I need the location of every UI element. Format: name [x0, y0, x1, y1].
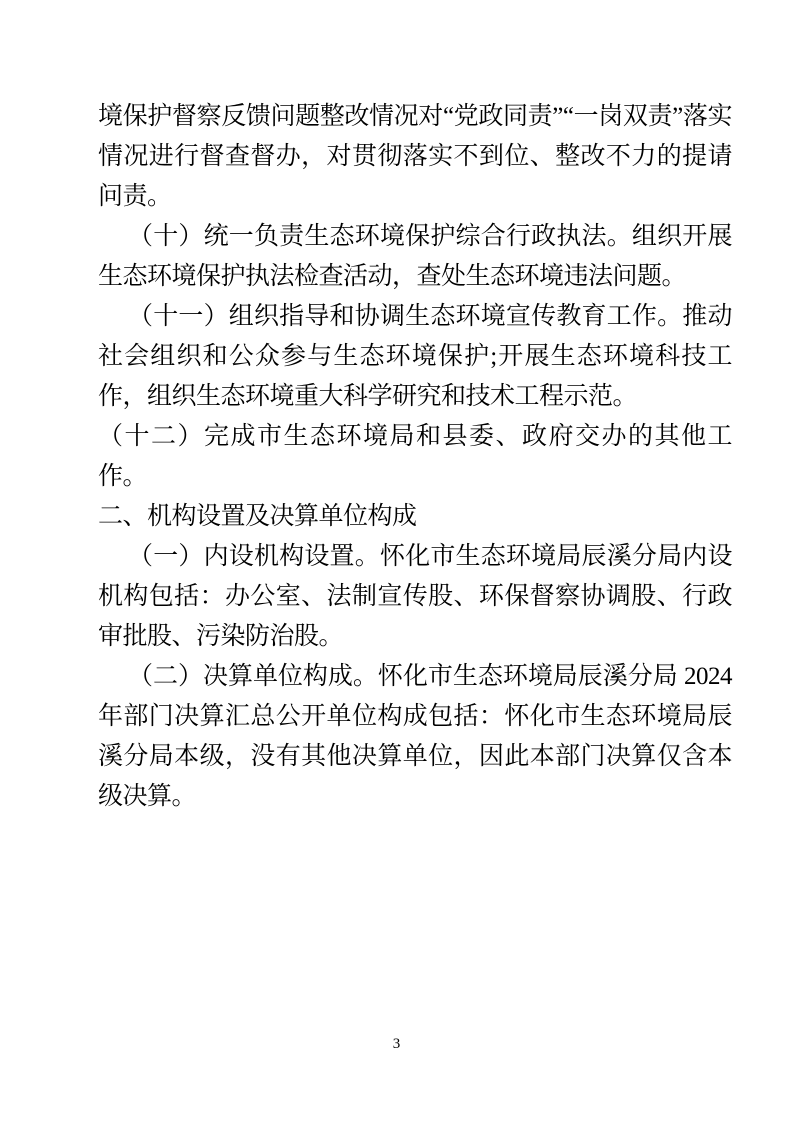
continuation-paragraph: 境保护督察反馈问题整改情况对“党政同责”“一岗双责”落实情况进行督查督办，对贯彻落实不到位、整改不力的提请问责。 [98, 103, 732, 210]
section-2-heading: 二、机构设置及决算单位构成 [98, 503, 417, 530]
item-10-paragraph: （十）统一负责生态环境保护综合行政执法。组织开展生态环境保护执法检查活动，查处生态环境违法问题。 [98, 223, 732, 290]
document-body [98, 97, 732, 817]
item-11-paragraph: （十一）组织指导和协调生态环境宣传教育工作。推动社会组织和公众参与生态环境保护;开展生态环境科技工作，组织生态环境重大科学研究和技术工程示范。 [98, 303, 732, 410]
item-12-paragraph: （十二）完成市生态环境局和县委、政府交办的其他工作。 [98, 423, 732, 490]
item-2-1-paragraph: （一）内设机构设置。怀化市生态环境局辰溪分局内设机构包括：办公室、法制宣传股、环保督察协调股、行政审批股、污染防治股。 [98, 543, 732, 650]
page-footer [0, 1036, 793, 1053]
page-number: 3 [392, 1036, 401, 1052]
item-2-2-paragraph: （二）决算单位构成。怀化市生态环境局辰溪分局 2024 年部门决算汇总公开单位构成包括：怀化市生态环境局辰溪分局本级，没有其他决算单位，因此本部门决算仅含本级决算。 [98, 663, 732, 810]
